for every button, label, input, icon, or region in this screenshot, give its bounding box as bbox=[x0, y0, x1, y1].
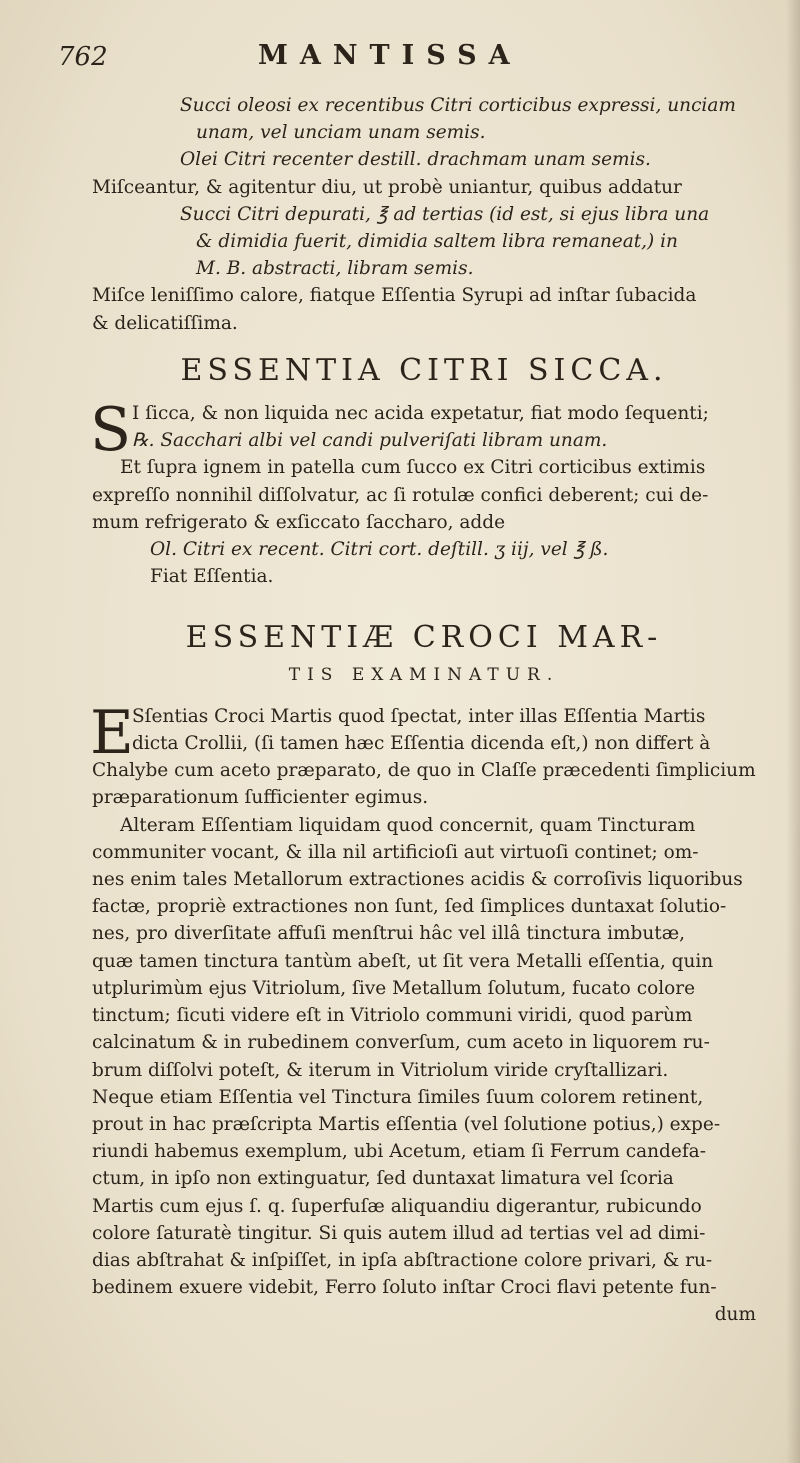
text-line: Martis cum ejus ſ. q. ſuperfuſæ aliquandiu digerantur, rubicundo bbox=[92, 1195, 702, 1217]
section-subheading: TIS EXAMINATUR. bbox=[288, 664, 560, 685]
text-line: Ol. Citri ex recent. Citri cort. deſtill. ʒ iij, vel ℥ ß. bbox=[150, 539, 609, 561]
text-line: calcinatum & in rubedinem converſum, cum aceto in liquorem ru- bbox=[92, 1032, 710, 1054]
catchword: dum bbox=[714, 1304, 756, 1326]
text-line: dias abſtrahat & inſpiſſet, in ipſa abſtractione colore privari, & ru- bbox=[92, 1249, 713, 1271]
recipe-line: & delicatiſſima. bbox=[92, 312, 238, 334]
spacer bbox=[92, 590, 756, 604]
section2-paragraph bbox=[90, 697, 756, 1329]
recipe-line: & dimidia fuerit, dimidia saltem libra remaneat,) in bbox=[196, 231, 678, 253]
drop-cap: E bbox=[90, 697, 134, 768]
section1-paragraph bbox=[90, 395, 756, 590]
text-line: expreſſo nonnihil diſſolvatur, ac ſi rotulæ confici deberent; cui de- bbox=[92, 484, 709, 506]
recipe-line: Succi Citri depurati, ℥ ad tertias (id est, si ejus libra una bbox=[180, 203, 710, 225]
recipe-line: M. B. abstracti, libram semis. bbox=[196, 258, 474, 280]
page-number: 762 bbox=[58, 42, 108, 72]
text-line: Sſentias Croci Martis quod ſpectat, inter illas Eſſentia Martis bbox=[132, 705, 706, 727]
text-line: utplurimùm ejus Vitriolum, ſive Metallum ſolutum, fucato colore bbox=[92, 977, 696, 999]
text-line: communiter vocant, & illa nil artificioſi aut virtuoſi continet; om- bbox=[92, 841, 699, 863]
text-line: I ſicca, & non liquida nec acida expetatur, fiat modo ſequenti; bbox=[132, 403, 709, 425]
section-heading: ESSENTIA CITRI SICCA. bbox=[180, 352, 668, 388]
text-line: bedinem exuere videbit, Ferro ſoluto inſtar Croci flavi petente fun- bbox=[92, 1277, 717, 1299]
drop-cap: S bbox=[90, 395, 132, 466]
text-line: Neque etiam Eſſentia vel Tinctura ſimiles ſuum colorem retinent, bbox=[92, 1086, 704, 1108]
text-line: prout in hac præſcripta Martis eſſentia (vel ſolutione potius,) expe- bbox=[92, 1113, 721, 1135]
text-line: Fiat Eſſentia. bbox=[150, 566, 274, 588]
text-line: colore ſaturatè tingitur. Si quis autem illud ad tertias vel ad dimi- bbox=[92, 1222, 706, 1244]
text-line: præparationum ſufficienter egimus. bbox=[92, 787, 429, 809]
recipe-block bbox=[92, 92, 756, 337]
text-line: tinctum; ſicuti videre eſt in Vitriolo communi viridi, quod parùm bbox=[92, 1005, 693, 1027]
text-line: Alteram Eſſentiam liquidam quod concernit, quam Tincturam bbox=[120, 814, 696, 836]
text-line: mum refrigerato & exſiccato ſaccharo, adde bbox=[92, 511, 506, 533]
text-line: quæ tamen tinctura tantùm abeſt, ut ſit vera Metalli eſſentia, quin bbox=[92, 950, 714, 972]
running-title: MANTISSA bbox=[258, 40, 522, 71]
text-line: dicta Crollii, (ſi tamen hæc Eſſentia dicenda eſt,) non differt à bbox=[132, 733, 711, 755]
text-body bbox=[92, 92, 756, 1329]
section-heading: ESSENTIÆ CROCI MAR- bbox=[185, 620, 663, 656]
page-header bbox=[58, 38, 760, 78]
recipe-line: Succi oleosi ex recentibus Citri corticibus expressi, unciam bbox=[180, 95, 736, 116]
text-line: Et ſupra ignem in patella cum ſucco ex Citri corticibus extimis bbox=[120, 457, 706, 479]
page-edge-shadow bbox=[786, 0, 800, 1463]
text-line: Chalybe cum aceto præparato, de quo in Claſſe præcedenti ſimplicium bbox=[92, 760, 756, 782]
text-line: ctum, in ipſo non extinguatur, ſed duntaxat limatura vel ſcoria bbox=[92, 1168, 674, 1190]
text-line: brum diſſolvi poteſt, & iterum in Vitriolum viride cryſtallizari. bbox=[92, 1059, 669, 1081]
text-line: nes, pro diverſitate affuſi menſtrui hâc vel illâ tinctura imbutæ, bbox=[92, 923, 685, 945]
recipe-line: Olei Citri recenter destill. drachmam unam semis. bbox=[180, 149, 651, 171]
recipe-line: Miſceantur, & agitentur diu, ut probè uniantur, quibus addatur bbox=[92, 176, 682, 198]
text-line: ℞. Sacchari albi vel candi pulveriſati libram unam. bbox=[132, 430, 608, 452]
recipe-line: Miſce leniſſimo calore, fiatque Eſſentia Syrupi ad inſtar ſubacida bbox=[92, 285, 697, 307]
text-line: riundi habemus exemplum, ubi Acetum, etiam ſi Ferrum candefa- bbox=[92, 1141, 706, 1163]
text-line: nes enim tales Metallorum extractiones acidis & corroſivis liquoribus bbox=[92, 869, 743, 891]
text-line: factæ, propriè extractiones non ſunt, ſed ſimplices duntaxat ſolutio- bbox=[92, 896, 727, 918]
recipe-line: unam, vel unciam unam semis. bbox=[196, 122, 486, 144]
